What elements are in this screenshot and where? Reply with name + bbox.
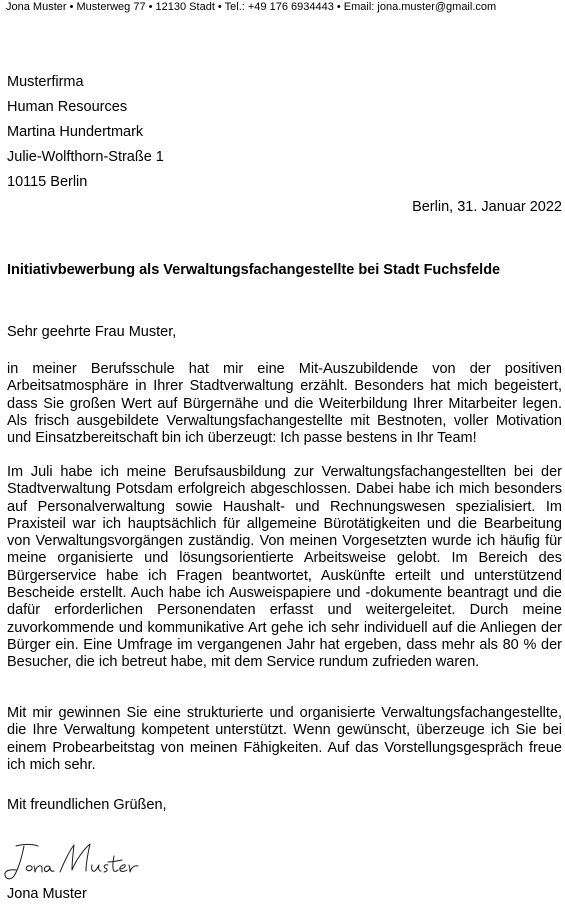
letter-closing: Mit freundlichen Grüßen, bbox=[7, 797, 167, 813]
recipient-department: Human Resources bbox=[7, 99, 128, 115]
recipient-city: 10115 Berlin bbox=[7, 174, 88, 190]
sender-address-line: Jona Muster • Musterweg 77 • 12130 Stadt • Tel.: +49 176 6934443 • Email: jona.muster@gmail.com bbox=[6, 1, 497, 13]
signer-name: Jona Muster bbox=[7, 886, 87, 902]
recipient-company: Musterfirma bbox=[7, 74, 84, 90]
letter-date: Berlin, 31. Januar 2022 bbox=[412, 199, 562, 215]
body-paragraph-1: in meiner Berufsschule hat mir eine Mit-Auszubildende von der positiven Arbeitsatmosphäre in Ihrer Stadtverwaltung erzählt. Besonders hat mich begeistert, dass Sie großen Wert auf Bürgernähe und die Weiterbildung Ihrer Mitarbeiter legen. Als frisch ausgebildete Verwaltungsfachangestellte mit Bestnoten, voller Motivation und Einsatzbereitschaft bin ich überzeugt: Ich passe bestens in Ihr Team! bbox=[7, 361, 562, 447]
body-paragraph-2: Im Juli habe ich meine Berufsausbildung zur Verwaltungsfachangestellten bei der Stadtverwaltung Potsdam erfolgreich abgeschlossen. Dabei habe ich mich besonders auf Personalverwaltung sowie Haushalt- und Rechnungswesen spezialisiert. Im Praxisteil war ich hauptsächlich für allgemeine Bürotätigkeiten und die Bearbeitung von Verwaltungsvorgängen zuständig. Von meinen Vorgesetzten wurde ich häufig für meine organisierte und lösungsorientierte Arbeitsweise gelobt. Im Bereich des Bürgerservice habe ich Fragen beantwortet, Auskünfte erteilt und unterstützend Bescheide erstellt. Auch habe ich Ausweispapiere und -dokumente beantragt und die dafür erforderlichen Personendaten erfasst und weitergeleitet. Durch meine zuvorkommende und kommunikative Art gehe ich sehr individuell auf die Anliegen der Bürger ein. Eine Umfrage im vergangenen Jahr hat ergeben, dass mehr als 80 % der Besucher, die ich betreut habe, mit dem Service rundum zufrieden waren. bbox=[7, 464, 562, 671]
letter-subject: Initiativbewerbung als Verwaltungsfachangestellte bei Stadt Fuchsfelde bbox=[7, 262, 501, 278]
handwritten-signature bbox=[2, 840, 142, 882]
letter-salutation: Sehr geehrte Frau Muster, bbox=[7, 324, 177, 340]
recipient-address bbox=[7, 70, 164, 195]
recipient-contact: Martina Hundertmark bbox=[7, 124, 144, 140]
recipient-street: Julie-Wolfthorn-Straße 1 bbox=[7, 149, 164, 165]
body-paragraph-3: Mit mir gewinnen Sie eine strukturierte und organisierte Verwaltungsfachangestellte, die Ihre Verwaltung kompetent unterstützt. Wenn gewünscht, überzeuge ich Sie bei einem Probearbeitstag von meinen Fähigkeiten. Auf das Vorstellungsgespräch freue ich mich sehr. bbox=[7, 705, 562, 773]
